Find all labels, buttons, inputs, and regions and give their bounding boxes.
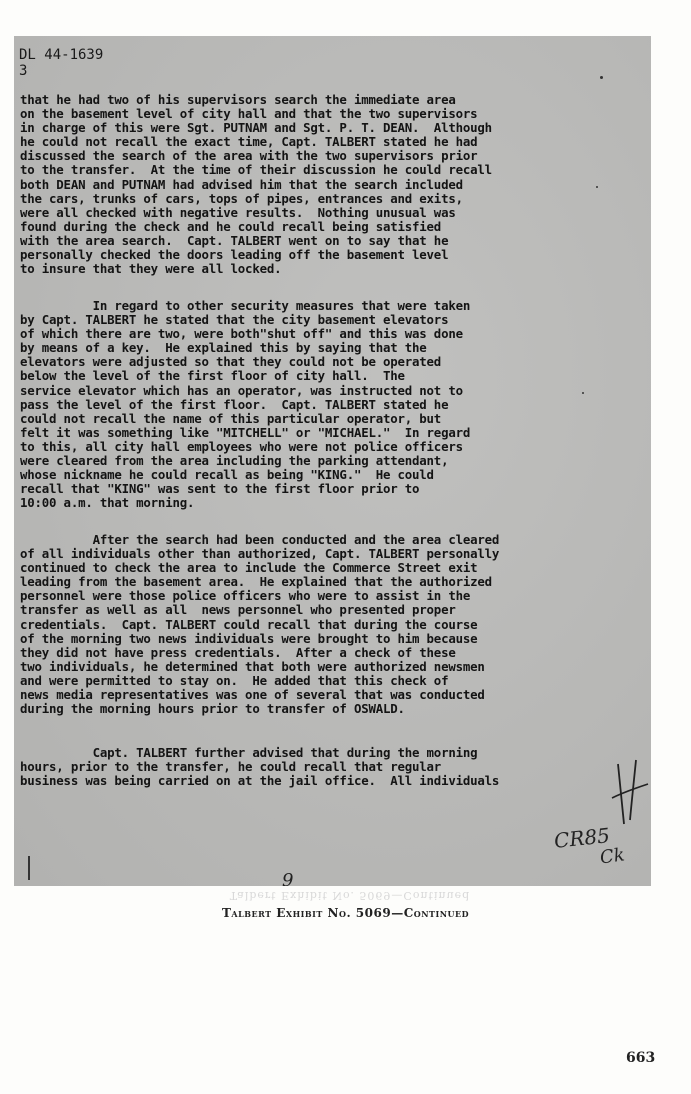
paragraph-security-measures: In regard to other security measures that were taken by Capt. TALBERT he stated that the city basement elevators of which there are two, were both"shut off" and this was done by means of a key. He explained this by saying that the elevators were adjusted so that they could not be operated below the level of the first floor of city hall. The service elevator which has an operator, was instructed not to pass the level of the first floor. Capt. TALBERT stated he could not recall the name of this particular operator, but felt it was something like "MITCHELL" or "MICHAEL." In regard to this, all city hall employees who were not police officers were cleared from the area including the parking attendant, whose nickname he could recall as being "KING." He could recall that "KING" was sent to the first floor prior to 10:00 a.m. that morning. xyxy=(20,298,471,511)
handwritten-page-mark: 9 xyxy=(282,870,294,886)
paragraph-area-cleared: After the search had been conducted and the area cleared of all individuals other than authorized, Capt. TALBERT personally continued to check the area to include the Commerce Street exit leading from the basement area. He explained that the authorized personnel were those police officers who were to assist in the transfer as well as all news personnel who presented proper credentials. Capt. TALBERT could recall that during the course of the morning two news individuals were brought to him because they did not have press credentials. After a check of these two individuals, he determined that both were authorized newsmen and were permitted to stay on. He added that this check of news media representatives was one of several that was conducted during the morning hours prior to transfer of OSWALD. xyxy=(20,532,500,717)
bleed-through-text: Talbert Exhibit No. 5069—Continued xyxy=(229,889,471,902)
page-number: 3 xyxy=(19,63,28,79)
paragraph-search-of-basement: that he had two of his supervisors search the immediate area on the basement level of city hall and that the two supervisors in charge of this were Sgt. PUTNAM and Sgt. P. T. DEAN. Although he could not recall the exact time, Capt. TALBERT stated he had discussed the search of the area with the two supervisors prior to the transfer. At the time of their discussion he could recall both DEAN and PUTNAM had advised him that the search included the cars, trunks of cars, tops of pipes, entrances and exits, were all checked with negative results. Nothing unusual was found during the check and he could recall being satisfied with the area search. Capt. TALBERT went on to say that he personally checked the doors leading off the basement level to insure that they were all locked. xyxy=(20,92,492,277)
speck-mark xyxy=(582,392,584,394)
speck-mark xyxy=(600,76,603,79)
speck-mark xyxy=(596,186,598,188)
folio-page-number: 663 xyxy=(626,1050,656,1066)
handwritten-initials: Ck xyxy=(598,844,627,869)
exhibit-caption: Talbert Exhibit No. 5069—Continued xyxy=(221,906,470,920)
handwritten-check-mark xyxy=(610,758,650,828)
margin-rule xyxy=(28,856,30,880)
file-number: DL 44-1639 xyxy=(19,47,104,63)
handwritten-code: CR85 xyxy=(552,823,611,853)
scanned-page-image xyxy=(14,36,651,886)
paragraph-jail-office-business: Capt. TALBERT further advised that during the morning hours, prior to the transfer, he could recall that regular business was being carried on at the jail office. All individuals xyxy=(20,745,500,789)
